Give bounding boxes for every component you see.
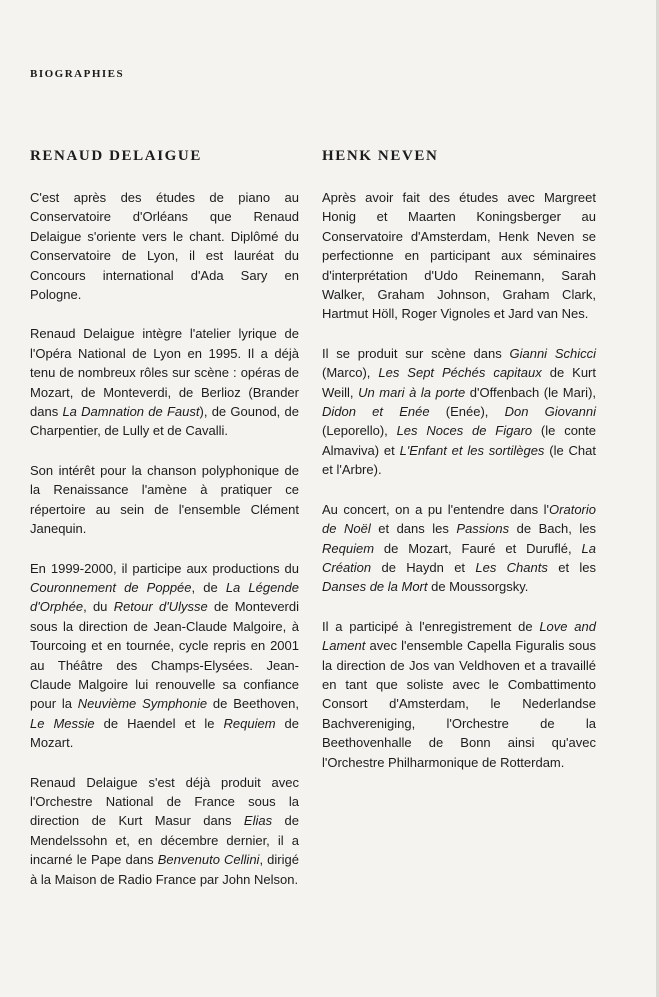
work-title: Gianni Schicci xyxy=(509,345,596,361)
text-run: avec l'ensemble Capella Figuralis sous la direction de Jos van Veldhoven et a travaillé en tant que soliste avec le Combattimento Consort d'Amsterdam, le Nederlandse Bachvereniging, l'Orchestre de la Beethovenhalle de Bonn ainsi qu'avec l'Orchestre Philharmonique de Rotterdam. xyxy=(322,638,596,770)
work-title: Passions xyxy=(456,521,510,537)
text-run: (Marco), xyxy=(322,365,379,381)
text-run: de Haydn et xyxy=(371,559,476,575)
text-run: de Mendelssohn et, en décembre dernier, il a incarné le Pape dans xyxy=(30,813,300,868)
work-title: Le Messie xyxy=(30,715,95,731)
text-run: de Haendel et le xyxy=(94,715,224,731)
work-title: Don Giovanni xyxy=(504,404,596,420)
work-title: Neuvième Symphonie xyxy=(77,696,208,712)
text-run: Renaud Delaigue s'est déjà produit avec l'Orchestre National de France sous la direction de Kurt Masur dans xyxy=(30,774,299,829)
work-title: Retour d'Ulysse xyxy=(113,599,208,615)
text-run: de Mozart, Fauré et Duruflé, xyxy=(374,540,582,556)
work-title: Love and Lament xyxy=(322,618,596,654)
text-run: de Monteverdi sous la direction de Jean-Claude Malgoire, à Tourcoing et en tournée, cycle repris en 2001 au Théâtre des Champs-Elysées. Jean-Claude Malgoire lui renouvelle sa confiance pour la xyxy=(30,599,300,712)
bio-paragraph xyxy=(30,188,299,304)
section-label: BIOGRAPHIES xyxy=(30,68,125,80)
text-run: de Moussorgsky. xyxy=(427,579,529,595)
work-title: Elias xyxy=(243,813,273,829)
text-run: , du xyxy=(83,599,114,615)
left-column xyxy=(30,146,299,909)
text-run: C'est après des études de piano au Conservatoire d'Orléans que Renaud Delaigue s'oriente vers le chant. Diplômé du Conservatoire de Lyon, il est lauréat du Concours international d'Ada Sary en Pologne. xyxy=(30,190,299,303)
text-run: Il se produit sur scène dans xyxy=(322,345,510,361)
bio-paragraph xyxy=(322,188,596,324)
text-run: (le conte Almaviva) et xyxy=(322,423,596,458)
text-run: Après avoir fait des études avec Margreet Honig et Maarten Koningsberger au Conservatoire d'Amsterdam, Henk Neven se perfectionne en participant aux séminaires d'interprétation d'Udo Reinemann, Sarah Walker, Graham Johnson, Graham Clark, Hartmut Höll, Roger Vignoles et Jard van Nes. xyxy=(322,190,596,322)
text-run: de Mozart. xyxy=(30,715,299,751)
bio-paragraph xyxy=(30,324,299,440)
bio-paragraph xyxy=(30,461,299,539)
text-run: Il a participé à l'enregistrement de xyxy=(322,618,540,634)
work-title: La Légende d'Orphée xyxy=(30,579,299,615)
work-title: L'Enfant et les sortilèges xyxy=(399,442,545,458)
text-run: Au concert, on a pu l'entendre dans l' xyxy=(322,501,550,517)
work-title: Les Sept Péchés capitaux xyxy=(378,365,542,381)
text-run: et les xyxy=(547,559,597,575)
bio-paragraph xyxy=(30,559,299,753)
text-run: ), de Gounod, de Charpentier, de Lully et de Cavalli. xyxy=(30,404,300,439)
work-title: Oratorio de Noël xyxy=(322,501,596,537)
right-bio-body xyxy=(322,188,596,772)
text-run: d'Offenbach (le Mari), xyxy=(465,384,597,400)
left-bio-body xyxy=(30,188,299,889)
text-run: , dirigé à la Maison de Radio France par John Nelson. xyxy=(30,852,299,887)
text-run: de Kurt Weill, xyxy=(322,365,596,400)
text-run: Son intérêt pour la chanson polyphonique de la Renaissance l'amène à pratiquer ce répertoire au sein de l'ensemble Clément Janequin. xyxy=(30,462,299,537)
work-title: Un mari à la porte xyxy=(358,384,466,400)
work-title: La Création xyxy=(322,540,596,575)
bio-paragraph xyxy=(322,344,596,480)
text-run: (Enée), xyxy=(429,404,505,420)
text-run: de Beethoven, xyxy=(207,696,299,712)
bio-paragraph xyxy=(30,773,299,889)
bio-paragraph xyxy=(322,500,596,597)
text-run: En 1999-2000, il participe aux productions du xyxy=(30,560,299,576)
text-run: (le Chat et l'Arbre). xyxy=(322,442,596,478)
work-title: Requiem xyxy=(322,540,375,556)
text-run: (Leporello), xyxy=(322,423,397,439)
text-run: de Bach, les xyxy=(509,521,597,537)
left-bio-name: RENAUD DELAIGUE xyxy=(30,148,202,164)
text-run: Renaud Delaigue intègre l'atelier lyrique de l'Opéra National de Lyon en 1995. Il a déjà tenu de nombreux rôles sur scène : opéras de Mozart, de Monteverdi, de Berlioz (Brander dans xyxy=(30,326,299,420)
work-title: La Damnation de Faust xyxy=(62,404,200,420)
right-column xyxy=(322,146,596,792)
work-title: Benvenuto Cellini xyxy=(157,852,260,868)
work-title: Requiem xyxy=(223,715,276,731)
work-title: Danses de la Mort xyxy=(322,579,428,595)
work-title: Les Chants xyxy=(475,559,548,575)
work-title: Les Noces de Figaro xyxy=(396,423,533,439)
text-run: , de xyxy=(191,579,226,595)
right-bio-name: HENK NEVEN xyxy=(322,148,439,164)
work-title: Didon et Enée xyxy=(322,404,430,420)
work-title: Couronnement de Poppée xyxy=(30,579,192,595)
text-run: et dans les xyxy=(370,521,457,537)
bio-paragraph xyxy=(322,617,596,772)
